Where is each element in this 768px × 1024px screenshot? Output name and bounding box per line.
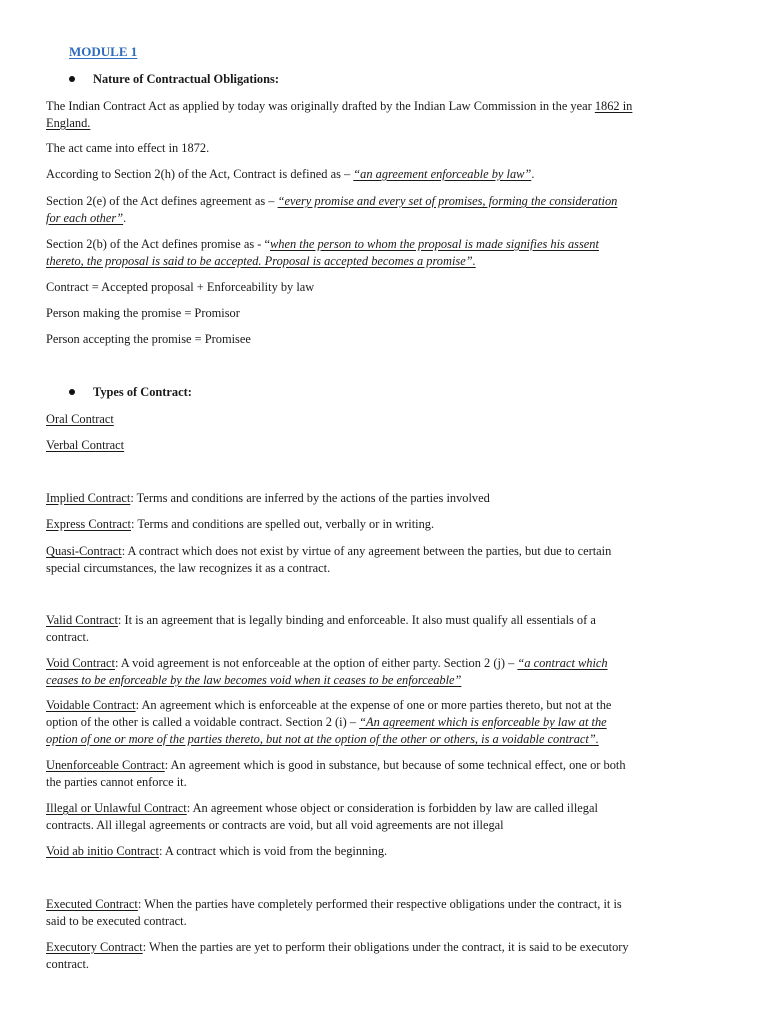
term-definition: : A contract which does not exist by virtue of any agreement between the parties, but due to certain	[121, 544, 612, 558]
term-label: Void Contract	[46, 656, 115, 670]
term-oral-contract: Oral Contract	[46, 412, 114, 426]
definition-quote: when the person to whom the proposal is made signifies his assent	[270, 237, 599, 251]
entry-void-ab-initio	[46, 843, 387, 859]
entry-voidable-cont	[46, 714, 607, 730]
definition-quote: “a contract which	[517, 656, 608, 670]
term-label: Express Contract	[46, 517, 131, 531]
entry-voidable	[46, 697, 611, 713]
section-heading-nature: Nature of Contractual Obligations:	[93, 72, 279, 86]
definition-quote: “an agreement enforceable by law”	[353, 167, 532, 181]
definition-quote: “every promise and every set of promises, forming the consideration	[277, 194, 618, 208]
term-label: Void ab initio Contract	[46, 844, 159, 858]
term-definition: : It is an agreement that is legally binding and enforceable. It also must qualify all essentials of a	[117, 613, 596, 627]
entry-quasi-cont: special circumstances, the law recognizes it as a contract.	[46, 561, 331, 575]
paragraph-agreement-def	[46, 193, 617, 209]
bullet-icon	[69, 76, 75, 82]
formula-promisee: Person accepting the promise = Promisee	[46, 332, 251, 346]
punctuation: .	[123, 211, 127, 225]
term-definition: : Terms and conditions are inferred by the actions of the parties involved	[130, 491, 490, 505]
definition-quote: for each other”	[46, 211, 124, 225]
bullet-icon	[69, 389, 75, 395]
term-definition: : A void agreement is not enforceable at the option of either party. Section 2 (j) –	[114, 656, 518, 670]
term-label: Executory Contract	[46, 940, 143, 954]
definition-quote-cont: thereto, the proposal is said to be accepted. Proposal is accepted becomes a promise”.	[46, 254, 476, 268]
term-definition: : An agreement which is good in substance, but because of some technical effect, one or both	[164, 758, 626, 772]
term-label: Executed Contract	[46, 897, 138, 911]
definition-quote-cont: option of one or more of the parties thereto, but not at the option of the other or others, is a voidable contract”.	[46, 732, 599, 746]
entry-executed	[46, 896, 622, 912]
formula-contract: Contract = Accepted proposal + Enforceability by law	[46, 280, 315, 294]
paragraph-contract-def	[46, 166, 534, 182]
paragraph-text: According to Section 2(h) of the Act, Contract is defined as –	[46, 167, 354, 181]
entry-executory-cont: contract.	[46, 957, 89, 971]
term-label: Illegal or Unlawful Contract	[46, 801, 187, 815]
module-title: MODULE 1	[69, 44, 138, 59]
entry-illegal	[46, 800, 598, 816]
term-definition: : Terms and conditions are spelled out, verbally or in writing.	[131, 517, 435, 531]
term-label: Valid Contract	[46, 613, 118, 627]
term-definition: option of the other is called a voidable contract. Section 2 (i) –	[46, 715, 360, 729]
paragraph-agreement-def-cont	[46, 210, 126, 226]
term-definition: : An agreement whose object or consideration is forbidden by law are called illegal	[186, 801, 598, 815]
definition-quote: “An agreement which is enforceable by law at the	[359, 715, 607, 729]
entry-illegal-cont: contracts. All illegal agreements or contracts are void, but all void agreements are not illegal	[46, 818, 504, 832]
term-label: Voidable Contract	[46, 698, 136, 712]
entry-unenforceable-cont: the parties cannot enforce it.	[46, 775, 187, 789]
entry-void	[46, 655, 608, 671]
entry-executory	[46, 939, 629, 955]
paragraph-text: Section 2(e) of the Act defines agreement as –	[46, 194, 278, 208]
term-definition: : When the parties are yet to perform their obligations under the contract, it is said to be executory	[142, 940, 629, 954]
definition-quote-cont: ceases to be enforceable by the law becomes void when it ceases to be enforceable”	[46, 673, 462, 687]
formula-promisor: Person making the promise = Promisor	[46, 306, 240, 320]
paragraph-text: The Indian Contract Act as applied by today was originally drafted by the Indian Law Commission in the year	[46, 99, 595, 113]
entry-unenforceable	[46, 757, 626, 773]
entry-valid-cont: contract.	[46, 630, 89, 644]
entry-executed-cont: said to be executed contract.	[46, 914, 187, 928]
underlined-year: 1862 in	[594, 99, 633, 113]
term-definition: : An agreement which is enforceable at the expense of one or more parties thereto, but not at the	[135, 698, 612, 712]
term-label: Unenforceable Contract	[46, 758, 165, 772]
paragraph-text: Section 2(b) of the Act defines promise as - “	[46, 237, 270, 251]
paragraph-effect: The act came into effect in 1872.	[46, 141, 210, 155]
term-verbal-contract: Verbal Contract	[46, 438, 125, 452]
entry-quasi	[46, 543, 611, 559]
punctuation: .	[531, 167, 535, 181]
underlined-place: England.	[46, 116, 91, 130]
paragraph-promise-def	[46, 236, 599, 252]
entry-implied	[46, 490, 490, 506]
section-heading-types: Types of Contract:	[93, 385, 192, 399]
term-label: Implied Contract	[46, 491, 131, 505]
term-definition: : A contract which is void from the beginning.	[159, 844, 388, 858]
entry-express	[46, 516, 434, 532]
term-label: Quasi-Contract	[46, 544, 122, 558]
term-definition: : When the parties have completely performed their respective obligations under the contract, it is	[137, 897, 622, 911]
paragraph-drafted	[46, 98, 632, 114]
entry-valid	[46, 612, 596, 628]
